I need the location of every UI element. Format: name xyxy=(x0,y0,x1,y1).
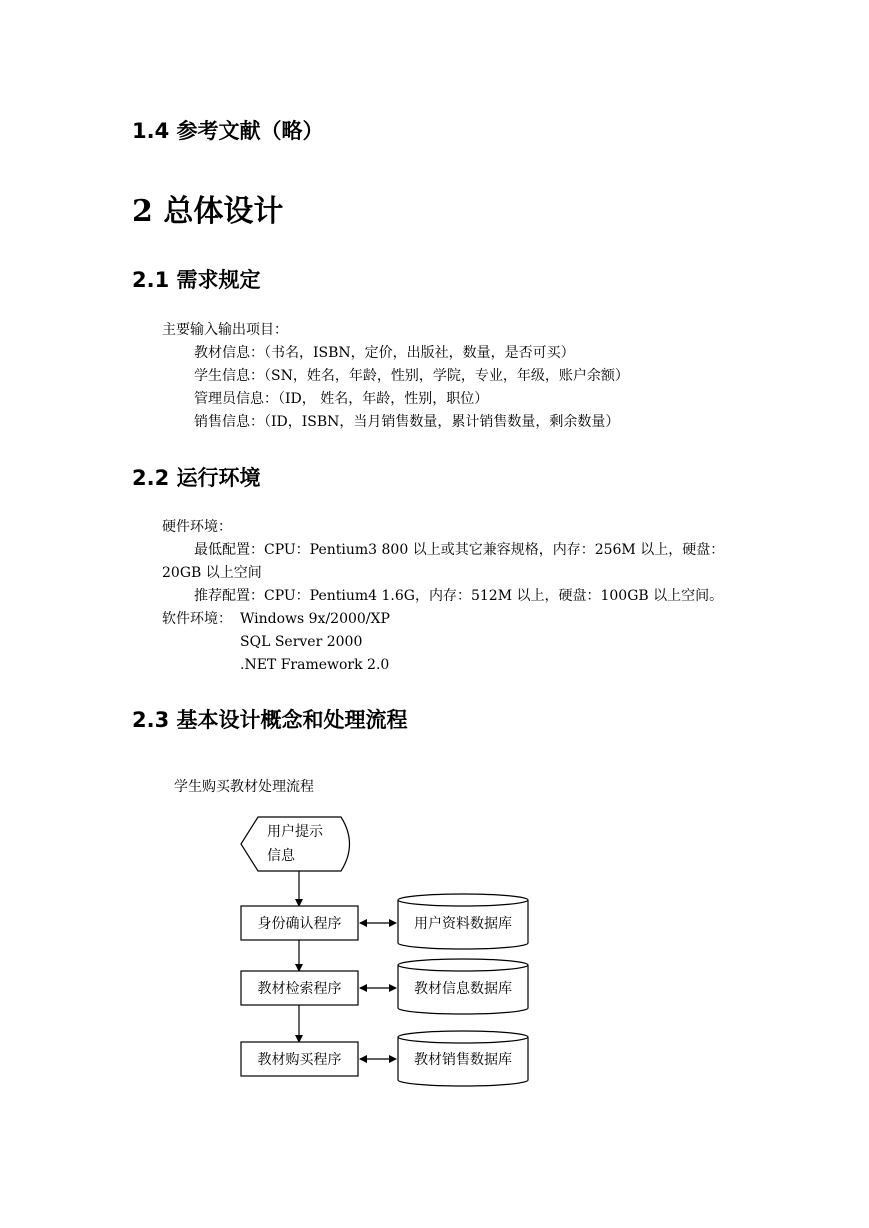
flow-caption: 学生购买教材处理流程 xyxy=(174,779,314,795)
requirement-item: 教材信息：（书名，ISBN，定价，出版社，数量，是否可买） xyxy=(194,345,575,361)
process-label: 教材购买程序 xyxy=(257,1052,342,1068)
software-item: Windows 9x/2000/XP xyxy=(240,611,390,627)
display-text-line1: 用户提示 xyxy=(267,824,323,840)
requirement-item: 管理员信息：（ID， 姓名，年龄，性别，职位） xyxy=(194,391,489,407)
process-label: 教材检索程序 xyxy=(257,981,342,997)
chapter-heading-2: 2 总体设计 xyxy=(132,194,284,229)
software-item: SQL Server 2000 xyxy=(240,634,363,650)
section-heading-1-4: 1.4 参考文献（略） xyxy=(132,119,324,143)
software-item: .NET Framework 2.0 xyxy=(240,657,390,673)
display-text-line2: 信息 xyxy=(267,848,295,864)
min-config-line2: 20GB 以上空间 xyxy=(162,565,262,581)
database-label: 教材销售数据库 xyxy=(414,1052,512,1068)
recommended-config: 推荐配置：CPU：Pentium4 1.6G，内存：512M 以上，硬盘：100GB 以上空间。 xyxy=(194,588,724,604)
section-heading-2-2: 2.2 运行环境 xyxy=(132,466,261,490)
software-label: 软件环境： xyxy=(162,611,232,627)
requirement-item: 学生信息：（SN，姓名，年龄，性别，学院，专业，年级，账户余额） xyxy=(194,368,629,384)
process-label: 身份确认程序 xyxy=(257,916,342,932)
requirements-intro: 主要输入输出项目： xyxy=(162,322,288,338)
hardware-label: 硬件环境： xyxy=(162,519,232,535)
requirement-item: 销售信息：（ID，ISBN，当月销售数量，累计销售数量，剩余数量） xyxy=(194,414,620,430)
min-config-line1: 最低配置：CPU：Pentium3 800 以上或其它兼容规格，内存：256M 以上，硬盘： xyxy=(194,542,725,558)
section-heading-2-3: 2.3 基本设计概念和处理流程 xyxy=(132,708,408,732)
section-heading-2-1: 2.1 需求规定 xyxy=(132,268,261,292)
database-label: 用户资料数据库 xyxy=(414,916,512,932)
database-label: 教材信息数据库 xyxy=(414,981,512,997)
